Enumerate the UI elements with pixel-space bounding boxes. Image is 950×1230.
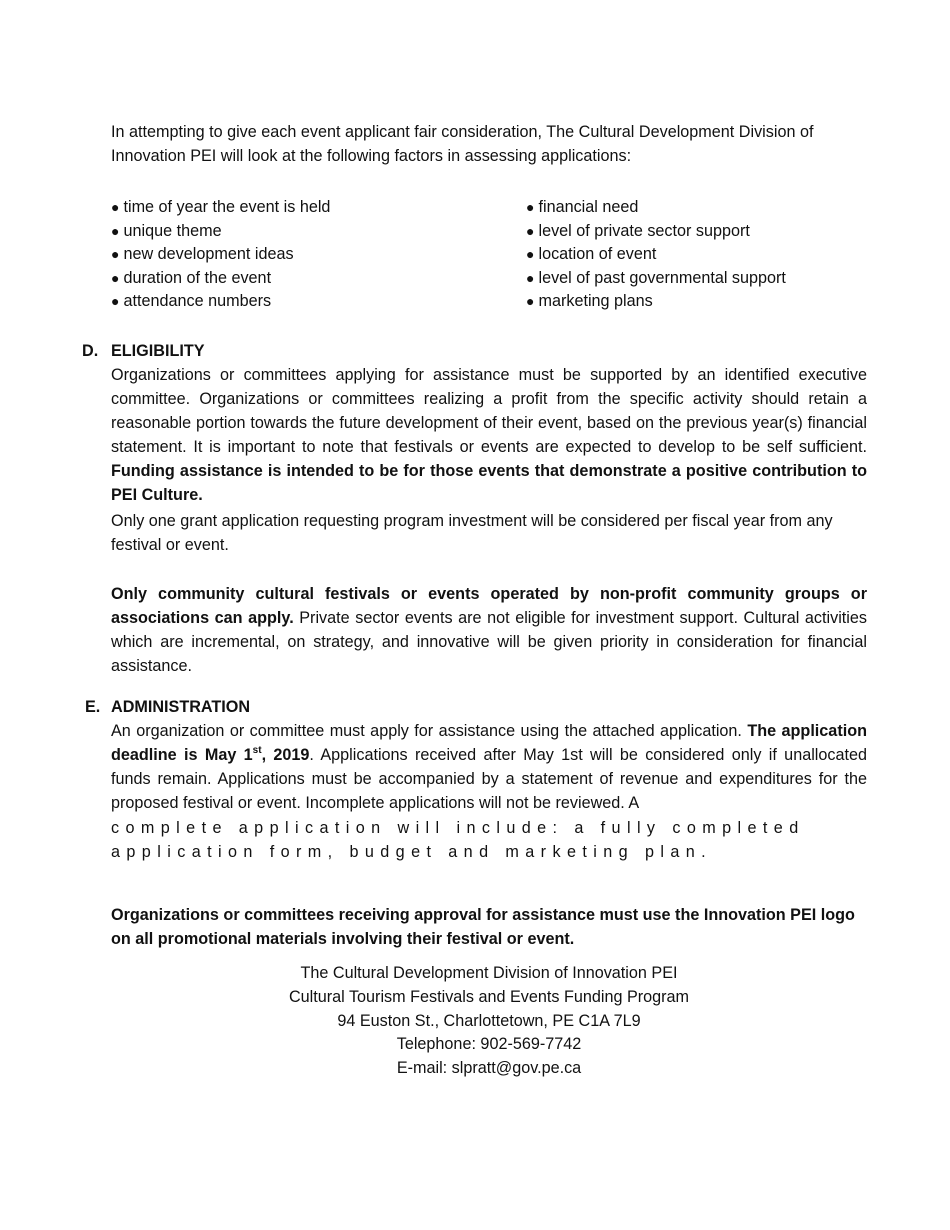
factors-list-left (111, 196, 511, 314)
eligibility-paragraph-1 (111, 363, 867, 507)
deadline-year: , 2019 (261, 746, 310, 764)
section-d-title: ELIGIBILITY (111, 342, 205, 360)
factor-item: ● unique theme (111, 220, 511, 244)
section-e-title: ADMINISTRATION (111, 698, 251, 716)
administration-paragraph-1 (111, 719, 867, 815)
factor-item: ● level of past governmental support (526, 267, 926, 291)
factors-list-right (526, 196, 926, 314)
factor-item: ● level of private sector support (526, 220, 926, 244)
eligibility-paragraph-3 (111, 582, 867, 678)
factor-item: ● marketing plans (526, 290, 926, 314)
administration-text: . Applications received after May 1st will be considered only if unallocated funds remain. Applications must be accompanied by a statement of revenue and expenditures for the proposed festival or event. Incomplete applications will not be reviewed. A (111, 746, 867, 812)
eligibility-paragraph-2: Only one grant application requesting program investment will be considered per fiscal year from any festival or event. (111, 512, 833, 554)
contact-email: E-mail: slpratt@gov.pe.ca (396, 1059, 582, 1078)
factor-item: ● attendance numbers (111, 290, 511, 314)
contact-organization: The Cultural Development Division of Innovation PEI (300, 964, 678, 982)
eligibility-text: Private sector events are not eligible for investment support. Cultural activities which are incremental, on strategy, and innovative will be given priority in consideration for financial assistance. (111, 609, 867, 675)
eligibility-emphasis: Funding assistance is intended to be for those events that demonstrate a positive contribution to PEI Culture. (111, 462, 867, 504)
deadline-superscript: st (252, 745, 262, 756)
intro-paragraph: In attempting to give each event applicant fair consideration, The Cultural Development Division of Innovation PEI will look at the following factors in assessing applications: (111, 123, 814, 165)
factor-item: ● new development ideas (111, 243, 511, 267)
administration-spaced-line: complete application will include: a fully completed application form, budget and marketing plan. (111, 819, 805, 861)
eligibility-text: Organizations or committees applying for assistance must be supported by an identified executive committee. Organizations or committees realizing a profit from the specific activity should retain a reasonable portion towards the future development of their event, based on the previous year(s) financial statement. It is important to note that festivals or events are expected to develop to be self sufficient. (111, 366, 867, 456)
factor-item: ● duration of the event (111, 267, 511, 291)
section-d-letter: D. (82, 342, 99, 360)
factor-item: ● financial need (526, 196, 926, 220)
contact-block (200, 962, 778, 1081)
administration-paragraph-2: Organizations or committees receiving approval for assistance must use the Innovation PEI logo on all promotional materials involving their festival or event. (111, 906, 855, 948)
section-e-letter: E. (85, 698, 101, 716)
contact-telephone: Telephone: 902-569-7742 (396, 1035, 582, 1054)
deadline-text: The application deadline is May 1 (111, 722, 867, 764)
factor-item: ● time of year the event is held (111, 196, 511, 220)
contact-address: 94 Euston St., Charlottetown, PE C1A 7L9 (337, 1011, 641, 1030)
administration-text: An organization or committee must apply for assistance using the attached application. (111, 722, 748, 740)
factor-item: ● location of event (526, 243, 926, 267)
eligibility-emphasis: Only community cultural festivals or events operated by non-profit community groups or associations can apply. (111, 585, 867, 627)
contact-program: Cultural Tourism Festivals and Events Funding Program (288, 987, 690, 1006)
